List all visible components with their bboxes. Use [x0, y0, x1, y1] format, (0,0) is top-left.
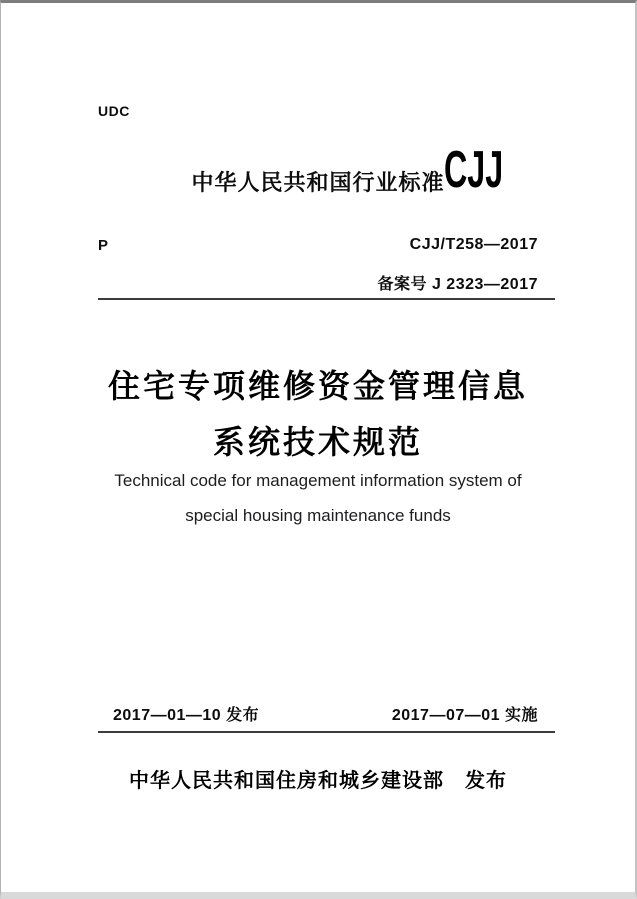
title-english-line2: special housing maintenance funds	[185, 506, 451, 525]
footer-divider-rule	[98, 731, 555, 733]
cjj-logo: CJJ	[444, 141, 504, 199]
record-number: 备案号 J 2323—2017	[377, 276, 538, 293]
implement-date: 2017—07—01 实施	[391, 707, 538, 724]
title-chinese-line2: 系统技术规范	[212, 424, 423, 460]
standard-type-heading: 中华人民共和国行业标准	[191, 170, 445, 195]
udc-label: UDC	[98, 103, 130, 119]
title-chinese-line1: 住宅专项维修资金管理信息	[107, 368, 528, 404]
issue-date: 2017—01—10 发布	[113, 707, 260, 724]
classification-p-label: P	[98, 237, 109, 254]
standard-number: CJJ/T258—2017	[409, 236, 538, 253]
title-english-line1: Technical code for management information system of	[114, 471, 522, 490]
publisher-line: 中华人民共和国住房和城乡建设部 发布	[129, 770, 507, 792]
header-divider-rule	[98, 298, 555, 300]
